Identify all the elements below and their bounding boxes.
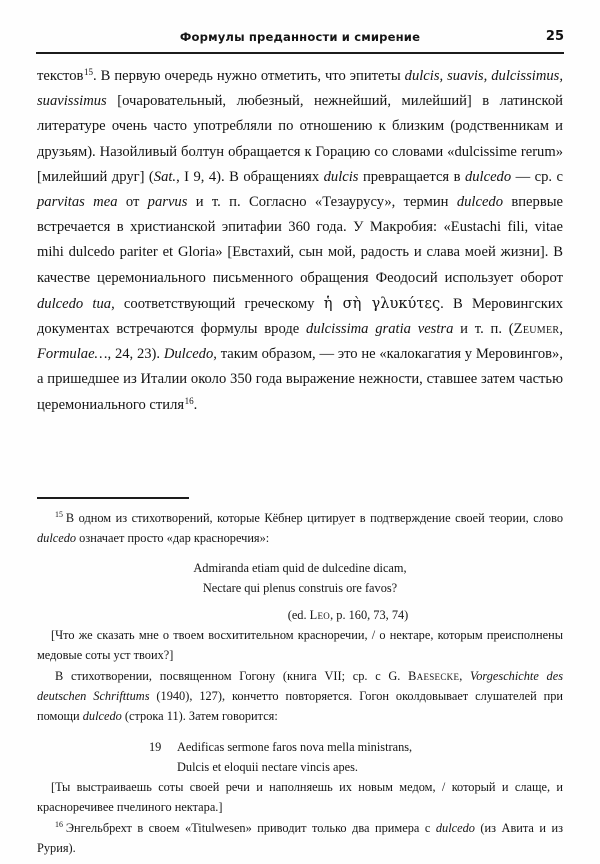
text-run: означает просто «дар красноречия»: [76,531,270,546]
text-run: и т. п. ( [453,321,514,338]
verse-line-number: 19 [149,739,162,754]
text-run: , [559,321,563,338]
text-run: текстов [37,68,84,84]
verse-line [37,757,563,777]
footnote-16 [37,818,563,859]
verse-line: Admiranda etiam quid de dulcedine dicam, [193,560,407,575]
text-run: В одном из стихотворений, которые Кёбнер цитирует в подтверждение своей теории, слово [65,511,563,525]
text-run: , [459,668,471,683]
text-run: Dulcis et eloquii nectare vincis apes. [177,759,358,774]
latin-term: dulcis [323,168,359,185]
page-number: 25 [545,29,564,44]
text-run: и т. п. Согласно «Тезаурусу», термин [187,194,457,211]
verse-line: Nectare qui plenus construis ore favos? [202,580,398,595]
text-run: Энгельбрехт в своем «Titulwesen» приводит только два примера с [65,820,436,835]
verse-line [37,737,563,757]
text-run: (ed. [287,607,310,622]
footnote-15-paragraph-2 [37,666,563,727]
text-run: . В Меровингских документах встречаются формулы вроде [37,295,563,338]
latin-term: Dulcedo [163,346,214,363]
work-title: Formulae… [37,346,108,363]
latin-verse-quotation-1 [37,558,563,625]
author-name-zeumer: Zeumer [513,321,560,338]
latin-term: dulcedo [456,194,504,211]
text-run: . [193,396,198,413]
text-run: В стихотворении, посвященном Гогону (книга VII; ср. с G. [55,668,409,683]
header-rule [36,52,564,54]
text-run: , p. 160, 73, 74) [330,607,409,622]
footnote-separator-rule [37,497,189,499]
latin-term: dulcis, suavis, dulcissimus, suavissimus [37,68,563,110]
footnotes-block [37,508,563,858]
latin-verse-quotation-2 [37,737,563,777]
footnote-ref-16[interactable]: 16 [184,395,194,406]
text-run: (из Авита и из Рурия). [37,820,563,856]
running-head-title: Формулы преданности и смирение [179,30,421,44]
text-run: , 24, 23). [107,346,164,363]
body-paragraph [37,64,563,418]
author-name-baesecke: Baesecke [408,668,460,683]
latin-term: parvus [147,194,188,211]
body-text [37,64,563,418]
footnote-15 [37,508,563,549]
latin-term: parvitas mea [37,194,118,211]
text-run: (1940), 127), кончетто повторяется. Гогон околдовывает слушателей при помощи [37,689,563,724]
footnote-marker-15: 15 [55,510,63,520]
text-run: превращается в [358,168,465,185]
text-run: от [117,194,148,211]
greek-phrase: ἡ σὴ γλυκύτες [323,294,441,312]
verse-translation-1: [Что же сказать мне о твоем восхитительном красноречии, / о нектаре, которым преисполнены медовые соты уст твоих?] [37,627,563,663]
text-run: Aedificas sermone faros nova mella ministrans, [177,739,413,754]
footnote-marker-16: 16 [55,819,63,829]
running-head [36,30,564,52]
editor-name-leo: Leo [309,607,331,622]
text-run: , соответствующий греческому [111,295,324,312]
text-run: [очаровательный, любезный, нежнейший, милейший] в латинской литературе очень часто употребляли по отношению к близким (родственникам и друзьям). Назойливый болтун обращается к Горацию со словами «dulcissime rerum» [милейший друг] ( [37,93,563,185]
verse-translation-2: [Ты выстраиваешь соты своей речи и наполняешь их новым медом, / который и слаще, и красноречивее пчелиного нектара.] [37,779,563,815]
text-run: впервые встречается в христианской эпитафии 360 года. У Макробия: «Eustachi fili, vitae mihi dulcedo pariter et Gloria» [Евстахий, сын мой, радость и слава моей жизни]. В качестве церемониального письменного обращения Феодосий использует оборот [37,194,564,286]
text-run: (строка 11). Затем говорится: [121,709,278,724]
work-title: Sat. [153,168,177,185]
text-run: , таким образом, — это не «калокагатия у Меровингов», а пришедшее из Италии около 350 года выражение нежности, ставшее затем частью церемониального стиля [37,346,563,413]
latin-term: dulcedo [82,709,122,724]
latin-term: dulcedo [37,531,77,546]
verse-citation [37,605,563,625]
text-run: . В первую очередь нужно отметить, что эпитеты [92,68,405,84]
latin-term: dulcedo [464,168,512,185]
latin-term: dulcissima gratia vestra [306,321,454,338]
latin-term: dulcedo tua [37,295,112,312]
text-run: , I 9, 4). В обращениях [176,168,324,185]
footnote-ref-15[interactable]: 15 [83,67,93,78]
latin-term: dulcedo [435,820,475,835]
work-title: Vorgeschichte des deutschen Schrifttums [37,668,563,704]
text-run: — ср. с [511,168,563,185]
